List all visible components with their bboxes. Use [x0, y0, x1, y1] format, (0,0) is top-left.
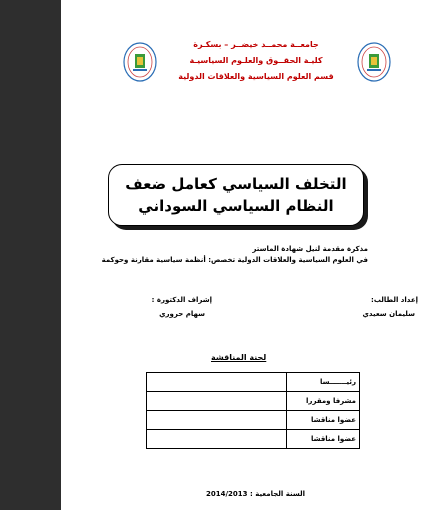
table-row	[147, 430, 360, 449]
university-name: جامعــة محمــد خيضــر – بسكـرة	[193, 40, 319, 49]
committee-table	[146, 372, 360, 449]
committee-role: عضوا مناقشا	[286, 430, 359, 449]
committee-member	[147, 411, 287, 430]
committee-member	[147, 430, 287, 449]
student-name: سليمان سعيدي	[362, 310, 415, 318]
thesis-title-line-1: التخلف السياسي كعامل ضعف	[125, 175, 347, 193]
thesis-title-box	[108, 164, 364, 226]
university-logo-right	[357, 42, 391, 82]
committee-role: عضوا مناقشا	[286, 411, 359, 430]
table-row	[147, 411, 360, 430]
viewer-sidebar	[0, 0, 61, 510]
committee-role: مشرفا ومقررا	[286, 392, 359, 411]
academic-year: السنة الجامعية : 2014/2013	[206, 490, 305, 498]
thesis-title-line-2: النظام السياسي السوداني	[138, 197, 334, 215]
table-row	[147, 373, 360, 392]
prepared-by-label: إعداد الطالب:	[371, 296, 418, 304]
supervisor-name: سهام حروري	[159, 310, 205, 318]
faculty-name: كليـة الحقــوق والعلـوم السياسيـة	[189, 56, 323, 65]
thesis-specialization: في العلوم السياسية والعلاقات الدولية تخصص: أنظمة سياسية مقارنة وحوكمة	[101, 256, 368, 264]
supervisor-label: إشراف الدكتورة :	[151, 296, 212, 304]
committee-member	[147, 392, 287, 411]
thesis-purpose: مذكرة مقدمة لنيل شهادة الماستر	[252, 245, 368, 253]
document-page	[61, 0, 430, 510]
university-logo-left	[123, 42, 157, 82]
page-header	[61, 30, 430, 120]
committee-member	[147, 373, 287, 392]
department-name: قسم العلوم السياسية والعلاقات الدولية	[178, 72, 334, 81]
table-row	[147, 392, 360, 411]
committee-title: لجنة المناقشة	[211, 353, 267, 362]
committee-role: رئيـــــــسا	[286, 373, 359, 392]
